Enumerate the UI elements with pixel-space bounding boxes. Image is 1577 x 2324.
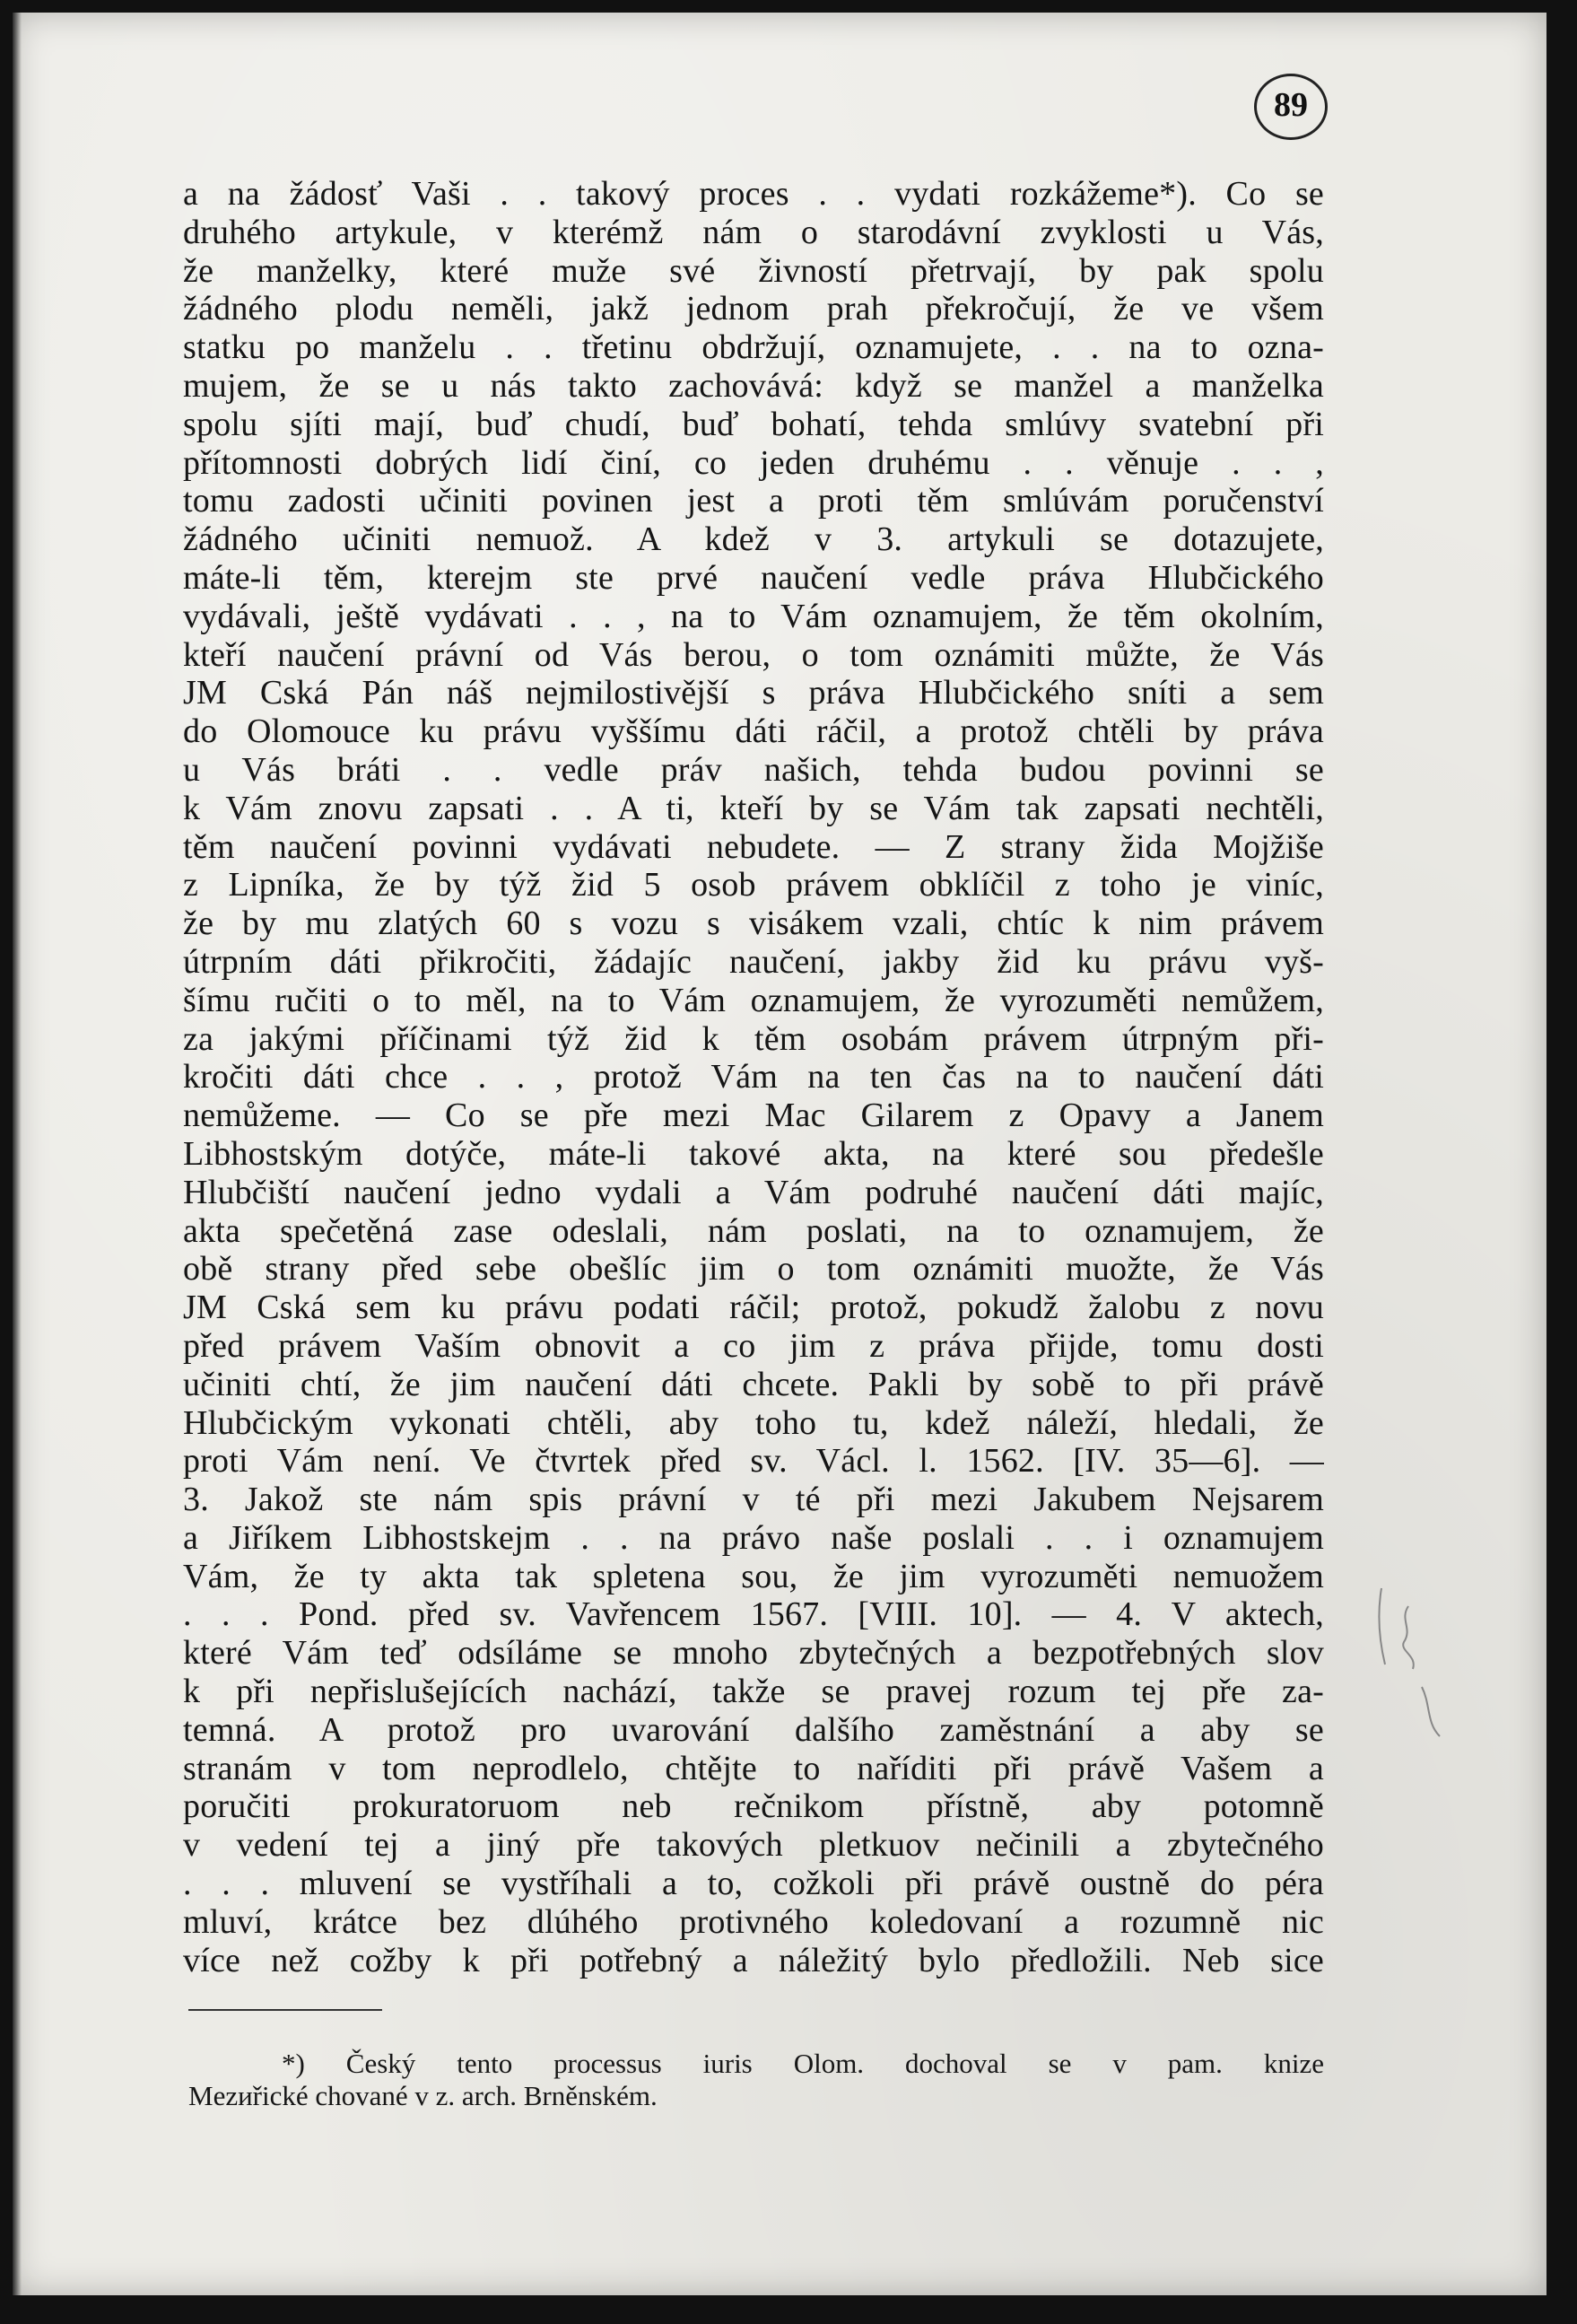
text-line: statku po manželu . . třetinu obdržují, oznamujete, . . na to ozna- xyxy=(183,328,1324,367)
text-line: . . . Pond. před sv. Vavřencem 1567. [VIII. 10]. — 4. V aktech, xyxy=(183,1595,1324,1634)
text-line: vydávali, ještě vydávati . . , na to Vám oznamujem, že těm okolním, xyxy=(183,597,1324,635)
text-line: více než cožby k při potřebný a náležitý bylo předložili. Neb sice xyxy=(183,1941,1324,1979)
text-line: akta spečetěná zase odeslali, nám poslati, na to oznamujem, že xyxy=(183,1211,1324,1250)
text-line: že by mu zlatých 60 s vozu s visákem vzali, chtíc k nim právem xyxy=(183,904,1324,943)
text-line: spolu sjíti mají, buď chudí, buď bohatí, tehda smlúvy svatební při xyxy=(183,405,1324,443)
text-line: máte-li těm, kterejm ste prvé naučení vedle práva Hlubčického xyxy=(183,558,1324,597)
page-number: 89 xyxy=(1254,74,1328,140)
pencil-marginalia xyxy=(1372,1579,1516,1759)
text-line: druhého artykule, v kterémž nám o starodávní zvyklosti u Vás, xyxy=(183,213,1324,251)
text-line: 3. Jakož ste nám spis právní v té při mezi Jakubem Nejsarem xyxy=(183,1481,1324,1519)
text-line: proti Vám není. Ve čtvrtek před sv. Václ. l. 1562. [IV. 35—6]. — xyxy=(183,1442,1324,1481)
text-line: těm naučení povinni vydávati nebudete. — Z strany žida Mojžiše xyxy=(183,827,1324,866)
text-line: temná. A protož pro uvarování dalšího zaměstnání a aby se xyxy=(183,1710,1324,1749)
text-line: z Lipníka, že by týž žid 5 osob právem obklíčil z toho je viníc, xyxy=(183,866,1324,904)
text-line: které Vám teď odsíláme se mnoho zbytečných a bezpotřebných slov xyxy=(183,1634,1324,1673)
text-line: k Vám znovu zapsati . . A ti, kteří by se Vám tak zapsati nechtěli, xyxy=(183,789,1324,827)
text-line: útrpním dáti přikročiti, žádajíc naučení, jakby žid ku právu vyš- xyxy=(183,942,1324,981)
text-line: Hlubčiští naučení jedno vydali a Vám podruhé naučení dáti majíc, xyxy=(183,1173,1324,1211)
text-line: za jakými příčinami týž žid k těm osobám právem útrpným při- xyxy=(183,1019,1324,1058)
footnote-line-1: *) Český tento processus iuris Olom. dochoval se v pam. knize xyxy=(282,2048,1324,2079)
text-line: k při nepřislušejících nachází, takže se pravej rozum tej pře za- xyxy=(183,1673,1324,1711)
text-line: . . . mluvení se vystříhali a to, cožkoli při právě oustně do péra xyxy=(183,1865,1324,1903)
text-line: mluví, krátce bez dlúhého protivného koledovaní a rozumně nic xyxy=(183,1902,1324,1941)
text-line: učiniti chtí, že jim naučení dáti chcete. Pakli by sobě to při právě xyxy=(183,1365,1324,1403)
page-edge-shadow xyxy=(13,13,22,2295)
text-line: žádného plodu neměli, jakž jednom prah překročují, že ve všem xyxy=(183,290,1324,328)
text-line: obě strany před sebe obešlíc jim o tom oznámiti muožte, že Vás xyxy=(183,1250,1324,1289)
text-line: u Vás bráti . . vedle práv našich, tehda budou povinni se xyxy=(183,750,1324,789)
text-line: JM Cská sem ku právu podati ráčil; protož, pokudž žalobu z novu xyxy=(183,1289,1324,1327)
text-line: tomu zadosti učiniti povinen jest a proti těm smlúvám poručenství xyxy=(183,482,1324,520)
text-line: stranám v tom neprodlelo, chtějte to naříditi při právě Vašem a xyxy=(183,1749,1324,1787)
text-line: Vám, že ty akta tak spletena sou, že jim vyrozuměti nemuožem xyxy=(183,1557,1324,1595)
footnote-line-2: Mezиřické chované v z. arch. Brněnském. xyxy=(188,2080,658,2111)
text-line: v vedení tej a jiný pře takových pletkuov nečinili a zbytečného xyxy=(183,1826,1324,1865)
text-line: žádného učiniti nemuož. A kdež v 3. artykuli se dotazujete, xyxy=(183,520,1324,559)
footnote xyxy=(188,2048,1324,2112)
text-line: před právem Vaším obnovit a co jim z práva přijde, tomu dosti xyxy=(183,1326,1324,1365)
text-line: JM Cská Pán náš nejmilostivější s práva Hlubčického sníti a sem xyxy=(183,674,1324,712)
text-line: Hlubčickým vykonati chtěli, aby toho tu, kdež náleží, hledali, že xyxy=(183,1403,1324,1442)
text-line: šímu ručiti o to měl, na to Vám oznamujem, že vyrozuměti nemůžem, xyxy=(183,981,1324,1019)
text-line: a na žádosť Vaši . . takový proces . . vydati rozkážeme*). Co se xyxy=(183,175,1324,213)
text-line: do Olomouce ku právu vyššímu dáti ráčil, a protož chtěli by práva xyxy=(183,712,1324,751)
footnote-rule xyxy=(188,2009,382,2011)
body-text xyxy=(183,175,1324,1979)
text-line: mujem, že se u nás takto zachovává: když se manžel a manželka xyxy=(183,366,1324,405)
text-line: a Jiříkem Libhostskejm . . na právo naše poslali . . i oznamujem xyxy=(183,1518,1324,1557)
text-line: poručiti prokuratoruom neb rečnikom přístně, aby potomně xyxy=(183,1787,1324,1826)
text-line: Libhostským dotýče, máte-li takové akta, na které sou předešle xyxy=(183,1134,1324,1173)
text-line: kteří naučení právní od Vás berou, o tom oznámiti můžte, že Vás xyxy=(183,635,1324,674)
text-line: přítomnosti dobrých lidí činí, co jeden druhému . . věnuje . . , xyxy=(183,443,1324,482)
text-line: že manželky, které muže své živností přetrvají, by pak spolu xyxy=(183,251,1324,290)
text-line: nemůžeme. — Co se pře mezi Mac Gilarem z Opavy a Janem xyxy=(183,1096,1324,1135)
text-line: kročiti dáti chce . . , protož Vám na ten čas na to naučení dáti xyxy=(183,1058,1324,1096)
